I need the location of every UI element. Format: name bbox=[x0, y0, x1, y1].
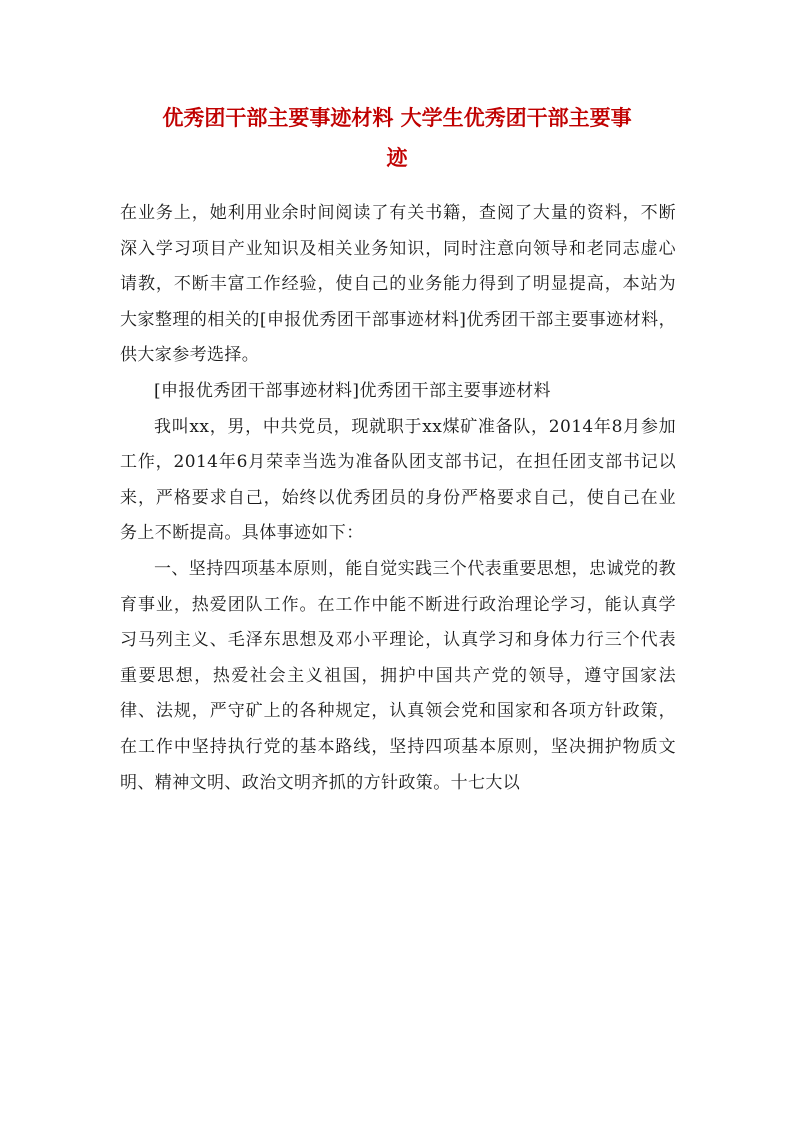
document-body bbox=[120, 196, 676, 801]
paragraph-intro: 在业务上，她利用业余时间阅读了有关书籍，查阅了大量的资料，不断深入学习项目产业知识及相关业务知识，同时注意向领导和老同志虚心请教，不断丰富工作经验，使自己的业务能力得到了明显提高，本站为大家整理的相关的[申报优秀团干部事迹材料]优秀团干部主要事迹材料，供大家参考选择。 bbox=[120, 203, 676, 366]
paragraph-section-heading: [申报优秀团干部事迹材料]优秀团干部主要事迹材料 bbox=[154, 380, 551, 401]
document-title-line-2: 迹 bbox=[386, 145, 408, 170]
document-title-line-1: 优秀团干部主要事迹材料 大学生优秀团干部主要事 bbox=[162, 105, 632, 130]
paragraph-principles: 一、坚持四项基本原则，能自觉实践三个代表重要思想，忠诚党的教育事业，热爱团队工作。在工作中能不断进行政治理论学习，能认真学习马列主义、毛泽东思想及邓小平理论，认真学习和身体力行三个代表重要思想，热爱社会主义祖国，拥护中国共产党的领导，遵守国家法律、法规，严守矿上的各种规定，认真领会党和国家和各项方针政策，在工作中坚持执行党的基本路线，坚持四项基本原则，坚决拥护物质文明、精神文明、政治文明齐抓的方针政策。十七大以 bbox=[120, 558, 676, 793]
paragraph-self-introduction: 我叫xx，男，中共党员，现就职于xx煤矿准备队，2014年8月参加工作，2014年6月荣幸当选为准备队团支部书记，在担任团支部书记以来，严格要求自己，始终以优秀团员的身份严格要求自己，使自己在业务上不断提高。具体事迹如下： bbox=[120, 416, 676, 544]
